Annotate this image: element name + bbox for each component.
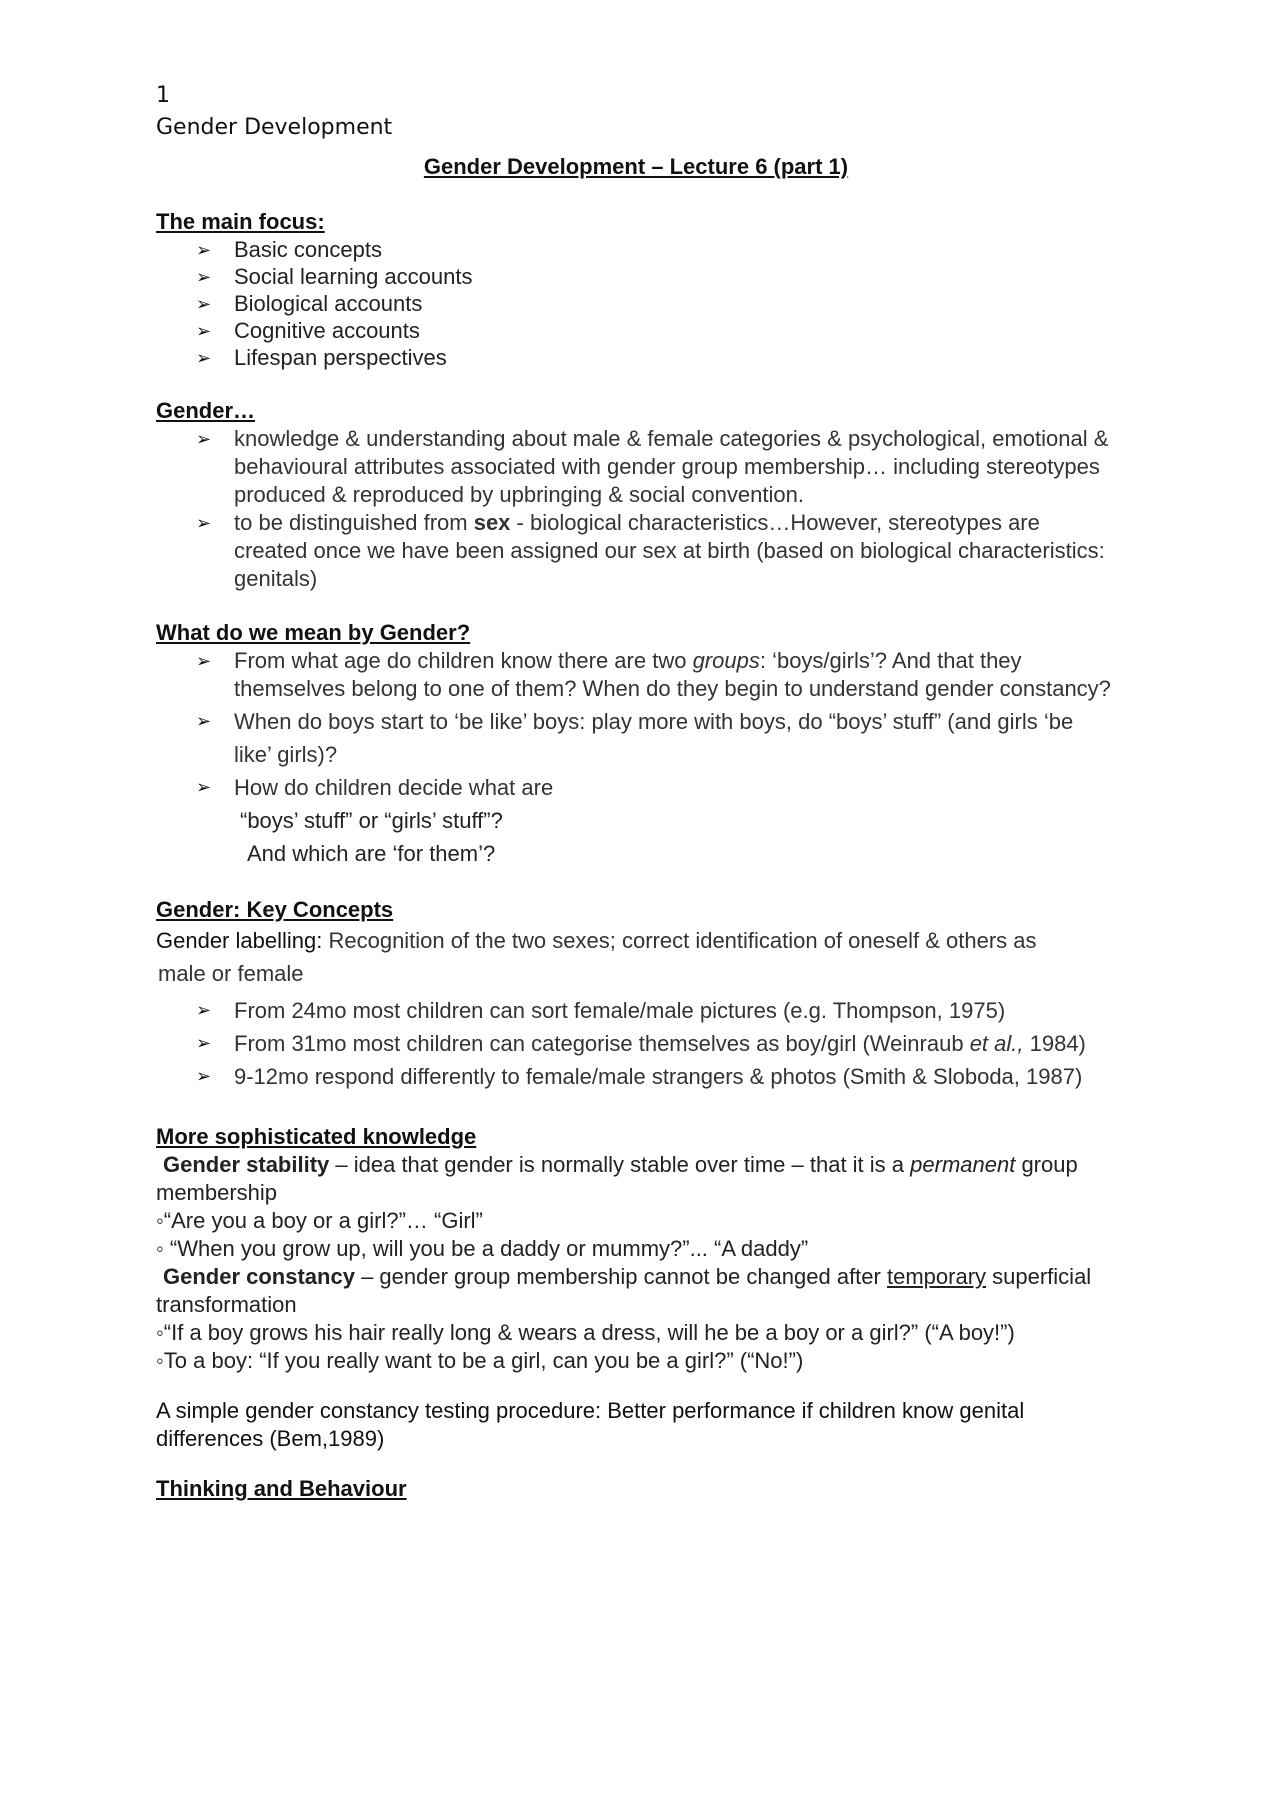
arrow-bullet-icon: ➢ (196, 711, 212, 731)
arrow-bullet-icon: ➢ (196, 651, 212, 671)
list-item: ➢ Biological accounts (196, 291, 423, 316)
list-item: ➢ Basic concepts (196, 237, 382, 262)
list-item: ➢ From what age do children know there are two groups: ‘boys/girls’? And that they themselves belong to one of them? When do they begin to understand gender constancy? (196, 648, 1111, 701)
meaning-item3-line2: “boys’ stuff” or “girls’ stuff”? (240, 808, 503, 833)
gender-constancy-paragraph: Gender constancy – gender group membership cannot be changed after temporary superficial transformation (156, 1264, 1092, 1317)
page-number: 1 (156, 83, 170, 108)
main-focus-heading: The main focus: (156, 209, 325, 234)
list-item: ➢ to be distinguished from sex - biological characteristics…However, stereotypes are created once we have been assigned our sex at birth (based on biological characteristics: genitals) (196, 510, 1105, 591)
arrow-bullet-icon: ➢ (196, 777, 212, 797)
gender-list (156, 425, 1116, 593)
meaning-list (156, 647, 1116, 804)
key-concepts-heading: Gender: Key Concepts (156, 897, 394, 922)
thinking-heading: Thinking and Behaviour (156, 1476, 407, 1501)
key-concepts-list (156, 994, 1116, 1093)
list-item: ➢ From 31mo most children can categorise themselves as boy/girl (Weinraub et al., 1984) (196, 1027, 1116, 1060)
list-item: ➢ Cognitive accounts (196, 318, 420, 343)
arrow-bullet-icon: ➢ (196, 513, 212, 533)
procedure-paragraph: A simple gender constancy testing procedure: Better performance if children know genital differences (Bem,1989) (156, 1398, 1025, 1451)
gender-stability-paragraph: Gender stability – idea that gender is normally stable over time – that it is a permanent group membership (156, 1152, 1078, 1205)
arrow-bullet-icon: ➢ (196, 1033, 212, 1053)
list-item: ➢ When do boys start to ‘be like’ boys: play more with boys, do “boys’ stuff” (and girls ‘be like’ girls)? (196, 705, 1116, 771)
arrow-bullet-icon: ➢ (196, 1066, 212, 1086)
gender-heading: Gender… (156, 398, 256, 423)
arrow-bullet-icon: ➢ (196, 321, 212, 341)
list-item: ➢ Lifespan perspectives (196, 345, 447, 370)
gender-labelling-definition: Gender labelling: Recognition of the two sexes; correct identification of oneself & others as (156, 928, 1037, 953)
list-item: ➢ How do children decide what are (196, 771, 1116, 804)
constancy-question-2: ◦To a boy: “If you really want to be a girl, can you be a girl?” (“No!”) (156, 1348, 804, 1373)
arrow-bullet-icon: ➢ (196, 240, 212, 260)
meaning-heading: What do we mean by Gender? (156, 620, 471, 645)
arrow-bullet-icon: ➢ (196, 348, 212, 368)
arrow-bullet-icon: ➢ (196, 267, 212, 287)
list-item: ➢ 9-12mo respond differently to female/male strangers & photos (Smith & Sloboda, 1987) (196, 1060, 1116, 1093)
arrow-bullet-icon: ➢ (196, 1000, 212, 1020)
gender-labelling-definition-cont: male or female (158, 961, 304, 986)
stability-question-2: ◦ “When you grow up, will you be a daddy or mummy?”... “A daddy” (156, 1236, 809, 1261)
list-item: ➢ From 24mo most children can sort female/male pictures (e.g. Thompson, 1975) (196, 994, 1116, 1027)
list-item: ➢ knowledge & understanding about male & female categories & psychological, emotional & behavioural attributes associated with gender group membership… including stereotypes produced & reproduced by upbringing & social convention. (196, 426, 1109, 507)
stability-question-1: ◦“Are you a boy or a girl?”… “Girl” (156, 1208, 483, 1233)
constancy-question-1: ◦“If a boy grows his hair really long & wears a dress, will he be a boy or a girl?” (“A boy!”) (156, 1320, 1015, 1345)
document-body (156, 80, 1116, 1503)
running-header: Gender Development (156, 115, 393, 140)
meaning-item3-line3: And which are ‘for them’? (247, 841, 496, 866)
main-focus-list (156, 236, 1116, 371)
arrow-bullet-icon: ➢ (196, 294, 212, 314)
sophisticated-heading: More sophisticated knowledge (156, 1124, 477, 1149)
list-item: ➢ Social learning accounts (196, 264, 473, 289)
document-title: Gender Development – Lecture 6 (part 1) (423, 154, 849, 179)
arrow-bullet-icon: ➢ (196, 429, 212, 449)
